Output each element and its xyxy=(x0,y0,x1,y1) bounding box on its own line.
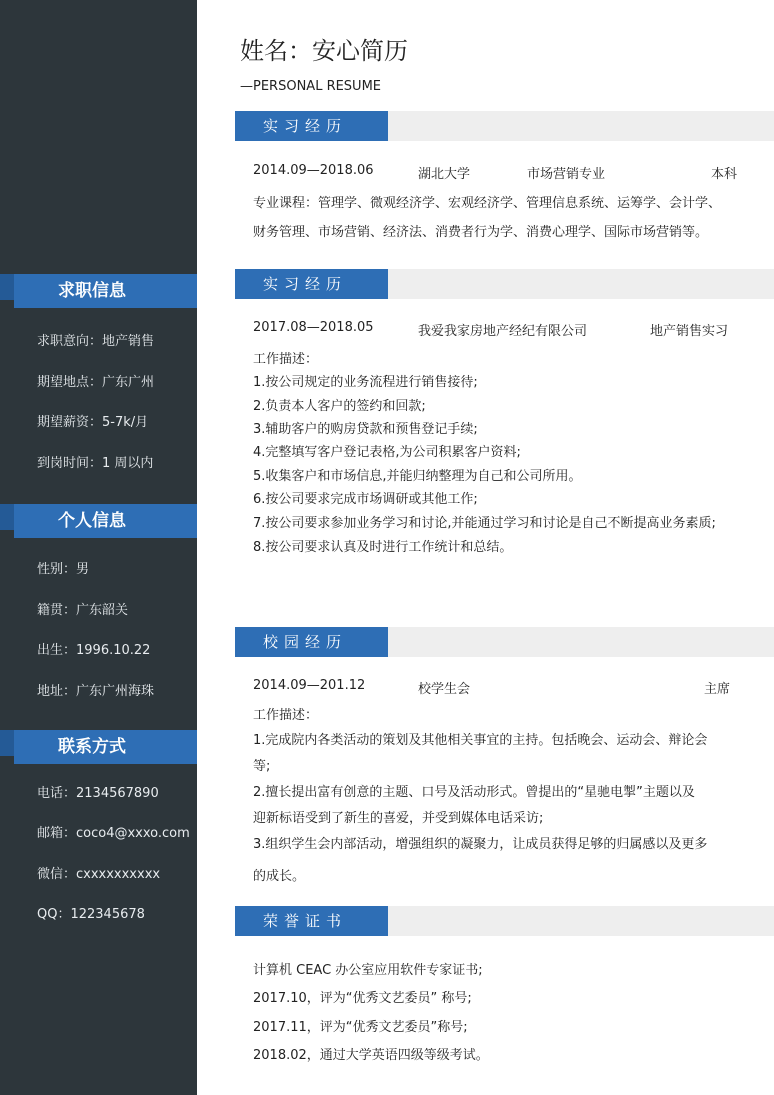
personal-info-title: 个人信息 xyxy=(58,511,126,531)
job-salary: 期望薪资：5-7k/月 xyxy=(37,415,149,430)
job-start: 到岗时间：1 周以内 xyxy=(37,456,154,471)
honor-item: 2018.02，通过大学英语四级等级考试。 xyxy=(253,1048,489,1063)
edu-school: 湖北大学 xyxy=(418,167,471,182)
intern-duty: 7.按公司要求参加业务学习和讨论,并能通过学习和讨论是自己不断提高业务素质; xyxy=(253,516,716,531)
edu-major: 市场营销专业 xyxy=(527,167,606,182)
edu-courses-line: 财务管理、市场营销、经济法、消费者行为学、消费心理学、国际市场营销等。 xyxy=(253,225,709,240)
intern-duty: 1.按公司规定的业务流程进行销售接待; xyxy=(253,375,478,390)
intern-desc-label: 工作描述： xyxy=(253,352,319,367)
section-header-education xyxy=(235,111,774,141)
intern-duty: 8.按公司要求认真及时进行工作统计和总结。 xyxy=(253,540,513,555)
campus-period: 2014.09—201.12 xyxy=(253,678,366,693)
campus-duty: 的成长。 xyxy=(253,869,306,884)
section-title: 实习经历 xyxy=(262,117,347,135)
edu-degree: 本科 xyxy=(711,167,738,182)
intern-position: 地产销售实习 xyxy=(650,324,729,339)
contact-wechat: 微信：cxxxxxxxxxx xyxy=(37,867,161,882)
personal-hometown: 籍贯：广东韶关 xyxy=(37,603,129,618)
intern-duty: 6.按公司要求完成市场调研或其他工作; xyxy=(253,492,478,507)
campus-duty: 1.完成院内各类活动的策划及其他相关事宜的主持。包括晚会、运动会、辩论会 xyxy=(253,733,708,748)
campus-duty: 3.组织学生会内部活动，增强组织的凝聚力，让成员获得足够的归属感以及更多 xyxy=(253,837,708,852)
intern-company: 我爱我家房地产经纪有限公司 xyxy=(418,324,588,339)
personal-info-header xyxy=(0,504,197,538)
contact-header xyxy=(0,730,197,764)
contact-email: 邮箱：coco4@xxxo.com xyxy=(37,826,190,841)
job-info-title: 求职信息 xyxy=(58,281,126,301)
section-title: 实习经历 xyxy=(262,275,347,293)
contact-phone: 电话：2134567890 xyxy=(37,786,159,801)
section-header-honors xyxy=(235,906,774,936)
campus-desc-label: 工作描述： xyxy=(253,708,319,723)
intern-duty: 4.完整填写客户登记表格,为公司积累客户资料; xyxy=(253,445,521,460)
honor-item: 2017.10，评为“优秀文艺委员” 称号; xyxy=(253,991,472,1006)
campus-duty: 迎新标语受到了新生的喜爱，并受到媒体电话采访; xyxy=(253,811,544,826)
contact-title: 联系方式 xyxy=(58,737,126,757)
personal-gender: 性别：男 xyxy=(37,562,90,577)
section-header-campus xyxy=(235,627,774,657)
intern-duty: 5.收集客户和市场信息,并能归纳整理为自己和公司所用。 xyxy=(253,469,582,484)
personal-address: 地址：广东广州海珠 xyxy=(37,684,155,699)
honor-item: 计算机 CEAC 办公室应用软件专家证书; xyxy=(253,963,483,978)
job-info-header xyxy=(0,274,197,308)
edu-period: 2014.09—2018.06 xyxy=(253,163,374,178)
section-header-internship xyxy=(235,269,774,299)
edu-courses-line: 专业课程：管理学、微观经济学、宏观经济学、管理信息系统、运筹学、会计学、 xyxy=(253,196,722,211)
campus-org: 校学生会 xyxy=(418,682,471,697)
section-title: 荣誉证书 xyxy=(262,912,347,930)
job-intent: 求职意向：地产销售 xyxy=(37,334,155,349)
sidebar xyxy=(0,0,197,1095)
intern-duty: 2.负责本人客户的签约和回款; xyxy=(253,399,426,414)
intern-period: 2017.08—2018.05 xyxy=(253,320,374,335)
honor-item: 2017.11，评为“优秀文艺委员”称号; xyxy=(253,1020,468,1035)
campus-duty: 等; xyxy=(253,759,271,774)
page-title: 姓名：安心简历 xyxy=(240,37,408,65)
contact-qq: QQ：122345678 xyxy=(37,907,145,922)
job-location: 期望地点：广东广州 xyxy=(37,375,155,390)
campus-role: 主席 xyxy=(704,682,731,697)
section-title: 校园经历 xyxy=(262,633,347,651)
page-subtitle: —PERSONAL RESUME xyxy=(240,79,382,94)
intern-duty: 3.辅助客户的购房贷款和预售登记手续; xyxy=(253,422,478,437)
campus-duty: 2.擅长提出富有创意的主题、口号及活动形式。曾提出的“星驰电掣”主题以及 xyxy=(253,785,695,800)
personal-birth: 出生：1996.10.22 xyxy=(37,643,151,658)
